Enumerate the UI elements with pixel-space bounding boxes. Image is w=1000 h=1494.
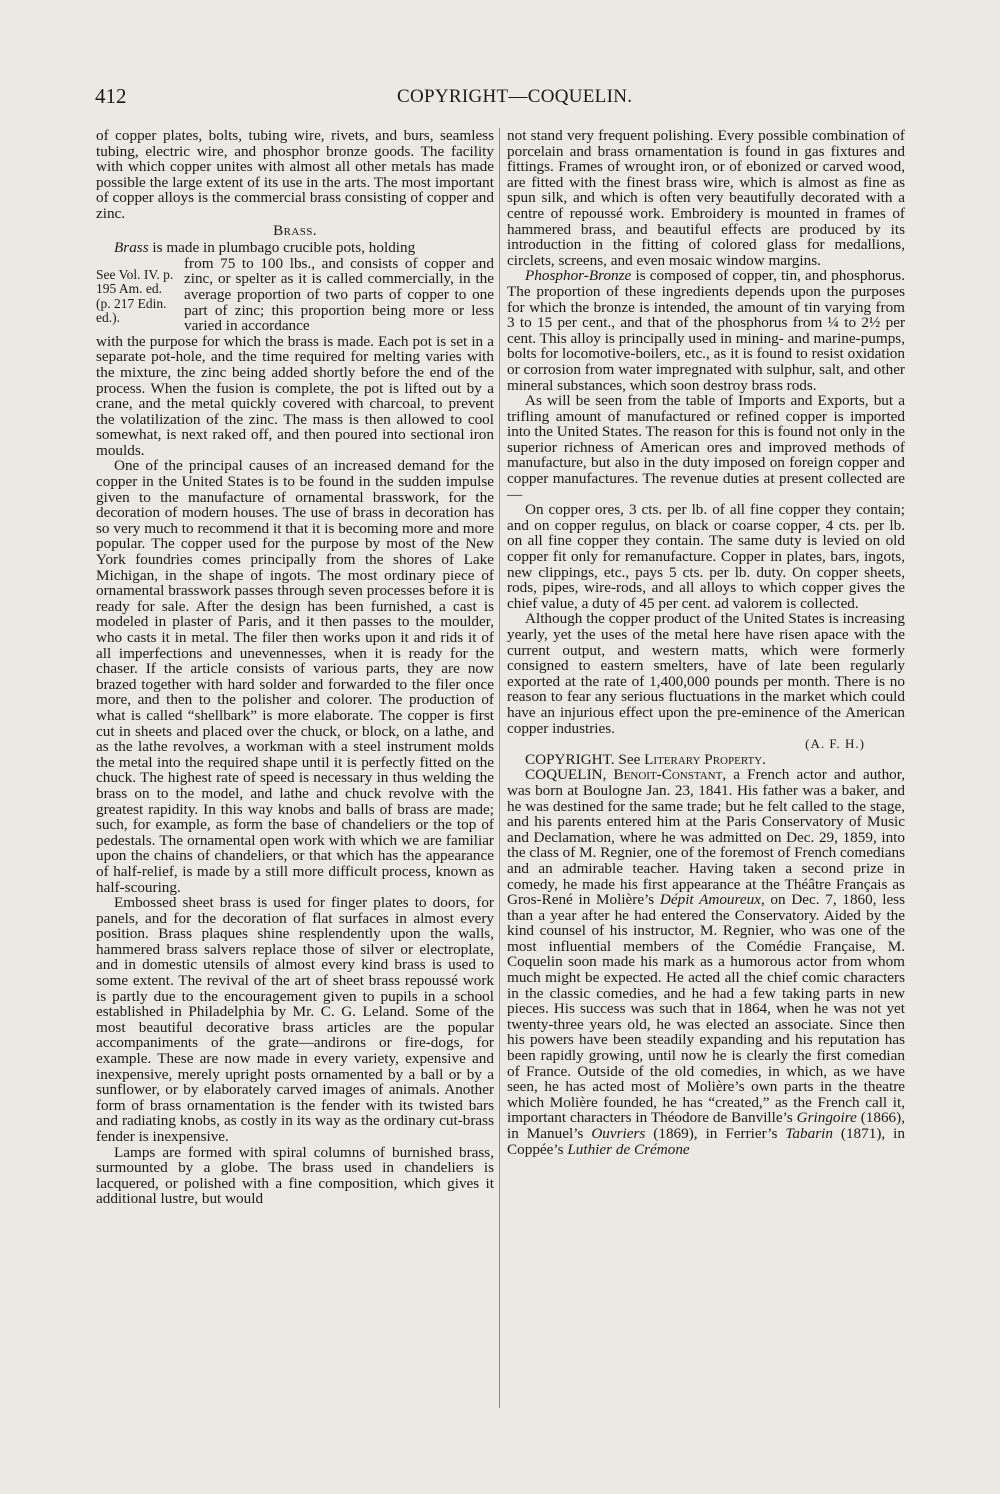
marginal-note: See Vol. IV. p. 195 Am. ed. (p. 217 Edin. ed.). (96, 266, 174, 326)
right-column (507, 128, 905, 1157)
phosphor-bronze-term: Phosphor-Bronze (525, 267, 632, 285)
entry-copyright (507, 752, 905, 768)
section-heading-brass: Brass. (273, 221, 317, 239)
work-title-luthier-de-cremone: Luthier de Crémone (567, 1140, 690, 1158)
coquelin-text-2: , on Dec. 7, 1860, less than a year after he had entered the Conservatory. Aided by the kind counsel of his instructor, M. Regnier, who was one of the most influential members of the Comédie Française, M. Coquelin soon made his mark as a humorous actor from whom much might be expected. He acted all the chief comic characters in the classic comedies, and he had a few taking parts in new pieces. His success was such that in 1864, when he was not yet twenty-three years old, he was elected an associate. Since then his powers have been steadily expanding and his reputation has been rapidly growing, until now he is clearly the first comedian of France. Outside of the old comedies, in which, as we have seen, he has acted most of Molière’s own parts in the theatre which Molière founded, he has “created,” as the French call it, important characters in Théodore de Banville’s (507, 891, 906, 1127)
work-title-depit-amoureux: Dépit Amoureux (659, 891, 761, 909)
cross-reference-literary-property: Literary Property. (644, 750, 766, 768)
marginal-block (96, 256, 494, 334)
work-title-gringoire: Gringoire (796, 1109, 857, 1127)
brass-lead-text: is made in plumbago crucible pots, holding (148, 239, 416, 257)
author-signature: (A. F. H.) (805, 736, 865, 752)
marginal-adjacent-text (184, 256, 494, 334)
entry-copyright-see: See (614, 750, 645, 768)
work-title-ouvriers: Ouvriers (591, 1125, 646, 1142)
page-number: 412 (95, 84, 127, 108)
paragraph-embossed: Embossed sheet brass is used for finger plates to doors, for panels, and for the decoration of flat surfaces in almost every position. Brass plaques shine resplendently upon the walls, hammered brass salvers replace those of silver or electroplate, and in domestic utensils of almost every kind brass is used to some extent. The revival of the art of sheet brass repoussé work is partly due to the encouragement given to pupils in a school established in Philadelphia by Mr. C. G. Leland. Some of the most beautiful decorative brass articles are the popular accompaniments of the grate—andirons or fire-dogs, for example. These are now made in every variety, expensive and inexpensive, merely upright posts ornamented by a ball or by a sunflower, or by elaborately carved images of animals. Another form of brass ornamentation is the fender with its twisted bars and radiating knobs, as costly in its way as the ordinary cut-brass fender is inexpensive. (96, 894, 494, 1145)
entry-coquelin (507, 767, 905, 1157)
work-title-tabarin: Tabarin (785, 1125, 833, 1142)
paragraph-intro: of copper plates, bolts, tubing wire, rivets, and burs, seamless tubing, electric wire, and phosphor bronze goods. The facility with which copper unites with almost all other metals has made possible the large extent of its use in the arts. The most important of copper alloys is the commercial brass consisting of copper and zinc. (96, 127, 494, 222)
entry-coquelin-head: COQUELIN, (525, 766, 607, 784)
paragraph-brass-lead (96, 240, 494, 256)
coquelin-text-5: (1871), in Coppée’s (507, 1125, 905, 1158)
paragraph-brass-continued: with the purpose for which the brass is made. Each pot is set in a separate pot-hole, and the time required for melting varies with the mixture, the zinc being added shortly before the end of the process. When the fusion is complete, the pot is lifted out by a crane, and the metal quickly covered with charcoal, to prevent the volatilization of the zinc. The mass is then allowed to cool somewhat, is next raked off, and then poured into sectional iron moulds. (96, 332, 494, 459)
paragraph-phosphor-bronze (507, 268, 905, 393)
left-column (96, 128, 494, 1207)
running-head: COPYRIGHT—COQUELIN. (397, 86, 633, 107)
paragraph-duties: On copper ores, 3 cts. per lb. of all fine copper they contain; and on copper regulus, on black or coarse copper, 4 cts. per lb. on all fine copper they contain. The same duty is levied on old copper fit only for remanufacture. Copper in plates, bars, ingots, new clippings, etc., pays 5 cts. per lb. duty. On copper sheets, rods, pipes, wire-rods, and all alloys to which copper gives the chief value, a duty of 45 per cent. ad valorem is collected. (507, 501, 905, 612)
page-header (95, 84, 905, 112)
paragraph-continued: not stand very frequent polishing. Every possible combination of porcelain and brass ornamentation is found in gas fixtures and fittings. Frames of wrought iron, or of ebonized or carved wood, are fitted with the finest brass wire, which is almost as fine as spun silk, and which is often very beautifully decorated with a centre of repoussé work. Embroidery is mounted in frames of hammered brass, and beautiful effects are produced by its introduction in the fitting of colored glass for medallions, circlets, screens, and even mosaic window margins. (507, 127, 905, 269)
phosphor-bronze-text: is composed of copper, tin, and phosphorus. The proportion of these ingredients depends upon the purposes for which the bronze is intended, the amount of tin varying from 3 to 15 per cent., and that of the phosphorus from ¼ to 2½ per cent. This alloy is principally used in mining- and marine-pumps, bolts for locomotive-boilers, etc., as it is found to resist oxidation or corrosion from water impregnated with sulphur, salt, and other mineral substances, which soon destroy brass rods. (507, 267, 905, 394)
coquelin-text-1: a French actor and author, was born at Boulogne Jan. 23, 1841. His father was a baker, and he was destined for the same trade; but he felt called to the stage, and his parents entered him at the Paris Conservatory of Music and Declamation, where he was admitted on Dec. 29, 1859, into the class of M. Regnier, one of the foremost of French comedians and an admirable teacher. Having taken a second prize in comedy, he made his first appearance at the Théâtre Français as Gros-René in Molière’s (507, 766, 905, 909)
paragraph-copper-product: Although the copper product of the United States is increasing yearly, yet the uses of the metal here have risen apace with the current output, and western matts, which were formerly consigned to eastern smelters, have of late been regularly exported at the rate of 1,400,000 pounds per month. There is no reason to fear any serious fluctuations in the market which could have an injurious effect upon the pre-eminence of the American copper industries. (507, 610, 905, 737)
paragraph-demand: One of the principal causes of an increased demand for the copper in the United States is to be found in the sudden impulse given to the manufacture of ornamental brasswork, for the decoration of modern houses. The use of brass in decoration has so very much to recommend it that it is becoming more and more popular. The copper used for the purpose by most of the New York foundries comes principally from the shores of Lake Michigan, in the shape of ingots. The most ordinary piece of ornamental brasswork passes through seven processes before it is ready for sale. After the design has been furnished, a cast is modeled in plaster of Paris, and it then passes to the moulder, who casts it in metal. The filer then works upon it and rids it of all imperfections and unevennesses, when it is ready for the chaser. If the article consists of various parts, they are now brazed together with hard solder and forwarded to the filer once more, and then to the polisher and colorer. The production of what is called “shellbark” is more elaborate. The copper is first cut in sheets and placed over the chuck, or block, on a lathe, and as the lathe revolves, a workman with a steel instrument molds the metal into the required shape until it is perfectly fitted on the chuck. The highest rate of speed is necessary in thus welding the brass on to the model, and lathe and chuck revolve with the greatest rapidity. In this way knobs and balls of brass are made; such, for example, as form the base of chandeliers or the top of pedestals. The ornamental open work with which we are familiar upon the chains of chandeliers, or that which has the appearance of half-relief, is made by a still more difficult process, known as half-scouring. (96, 457, 494, 896)
paragraph-lamps: Lamps are formed with spiral columns of burnished brass, surmounted by a globe. The brass used in chandeliers is lacquered, or polished with a fine composition, which gives it additional lustre, but would (96, 1143, 494, 1208)
paragraph-brass-beside-note: from 75 to 100 lbs., and consists of copper and zinc, or spelter as it is called commercially, in the average proportion of two parts of copper to one part of zinc; this proportion being more or less varied in accordance (184, 254, 494, 335)
entry-copyright-head: COPYRIGHT. (525, 750, 615, 768)
brass-term: Brass (114, 239, 149, 257)
coquelin-text-4: (1869), in Ferrier’s (645, 1125, 786, 1142)
paragraph-imports: As will be seen from the table of Imports and Exports, but a trifling amount of manufactured or refined copper is imported into the United States. The reason for this is found not only in the superior richness of American ores and improved methods of manufacture, but also in the duty imposed on foreign copper and copper manufactures. The revenue duties at present collected are— (507, 392, 905, 503)
coquelin-text-3: (1866), in Manuel’s (507, 1109, 905, 1142)
entry-coquelin-name: Benoit-Constant, (606, 766, 727, 784)
column-divider (499, 128, 500, 1408)
